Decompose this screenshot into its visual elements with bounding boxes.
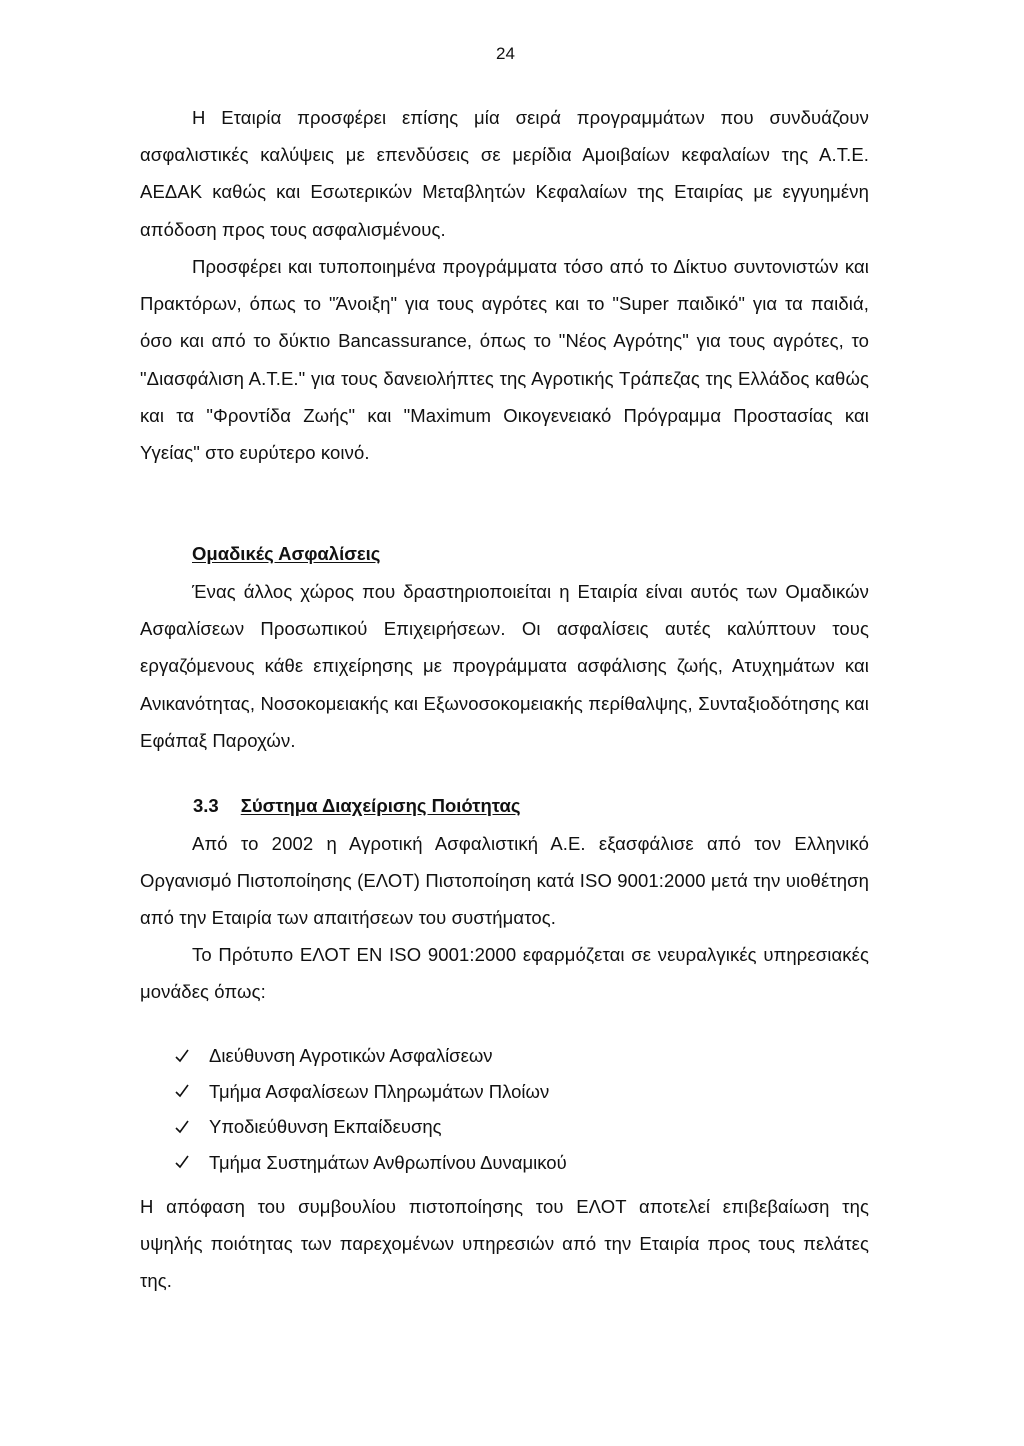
paragraph-standard-programs: Προσφέρει και τυποποιημένα προγράμματα τόσο από το Δίκτυο συντονιστών και Πρακτόρων, όπως το "Άνοιξη" για τους αγρότες και το "Super παιδικό" για τα παιδιά, όσο και από το δύκτιο Bancassurance, όπως το "Νέος Αγρότης" για τους αγρότες, το "Διασφάλιση Α.Τ.Ε." για τους δανειολήπτες της Αγροτικής Τράπεζας της Ελλάδος καθώς και τα "Φροντίδα Ζωής" και "Maximum Οικογενειακό Πρόγραμμα Προστασίας και Υγείας" στο ευρύτερο κοινό. <box>140 256 869 464</box>
list-item <box>175 1145 567 1181</box>
section-number: 3.3 <box>193 795 219 816</box>
unit-label: Τμήμα Συστημάτων Ανθρωπίνου Δυναμικού <box>209 1151 567 1173</box>
list-item <box>175 1074 567 1110</box>
list-item <box>175 1109 567 1145</box>
paragraph-elot-decision: Η απόφαση του συμβουλίου πιστοποίησης του ΕΛΟΤ αποτελεί επιβεβαίωση της υψηλής ποιότητας των παρεχομένων υπηρεσιών από την Εταιρία προς τους πελάτες της. <box>140 1196 869 1292</box>
paragraph-group-insurance: Ένας άλλος χώρος που δραστηριοποιείται η Εταιρία είναι αυτός των Ομαδικών Ασφαλίσεων Προσωπικού Επιχειρήσεων. Οι ασφαλίσεις αυτές καλύπτουν τους εργαζόμενους κάθε επιχείρησης με προγράμματα ασφάλισης ζωής, Ατυχημάτων και Ανικανότητας, Νοσοκομειακής και Εξωνοσοκομειακής περίθαλψης, Συνταξιοδότησης και Εφάπαξ Παροχών. <box>140 581 869 751</box>
paragraph-iso-standard: Το Πρότυπο ΕΛΟΤ ΕΝ ISO 9001:2000 εφαρμόζεται σε νευραλγικές υπηρεσιακές μονάδες όπως: <box>140 944 869 1003</box>
unit-label: Υποδιεύθυνση Εκπαίδευσης <box>209 1116 442 1137</box>
check-icon <box>175 1049 189 1063</box>
check-icon <box>175 1084 189 1098</box>
heading-group-insurance-text: Ομαδικές Ασφαλίσεις <box>192 543 381 564</box>
section-heading-quality-management <box>193 795 521 817</box>
section-title: Σύστημα Διαχείρισης Ποιότητας <box>240 795 521 816</box>
check-icon <box>175 1120 189 1134</box>
heading-group-insurance <box>192 543 380 565</box>
list-item <box>175 1038 567 1074</box>
units-checklist <box>175 1038 567 1180</box>
unit-label: Τμήμα Ασφαλίσεων Πληρωμάτων Πλοίων <box>209 1080 550 1102</box>
unit-label: Διεύθυνση Αγροτικών Ασφαλίσεων <box>209 1045 493 1066</box>
paragraph-iso-certification: Από το 2002 η Αγροτική Ασφαλιστική Α.Ε. εξασφάλισε από τον Ελληνικό Οργανισμό Πιστοποίησης (ΕΛΟΤ) Πιστοποίηση κατά ISO 9001:2000 μετά την υιοθέτηση από την Εταιρία των απαιτήσεων του συστήματος. <box>140 833 869 929</box>
paragraph-investment-programs: Η Εταιρία προσφέρει επίσης μία σειρά προγραμμάτων που συνδυάζουν ασφαλιστικές καλύψεις με επενδύσεις σε μερίδια Αμοιβαίων κεφαλαίων της Α.Τ.Ε. ΑΕΔΑΚ καθώς και Εσωτερικών Μεταβλητών Κεφαλαίων της Εταιρίας με εγγυημένη απόδοση προς τους ασφαλισμένους. <box>140 107 869 240</box>
page-number: 24 <box>496 44 515 63</box>
check-icon <box>175 1155 189 1169</box>
